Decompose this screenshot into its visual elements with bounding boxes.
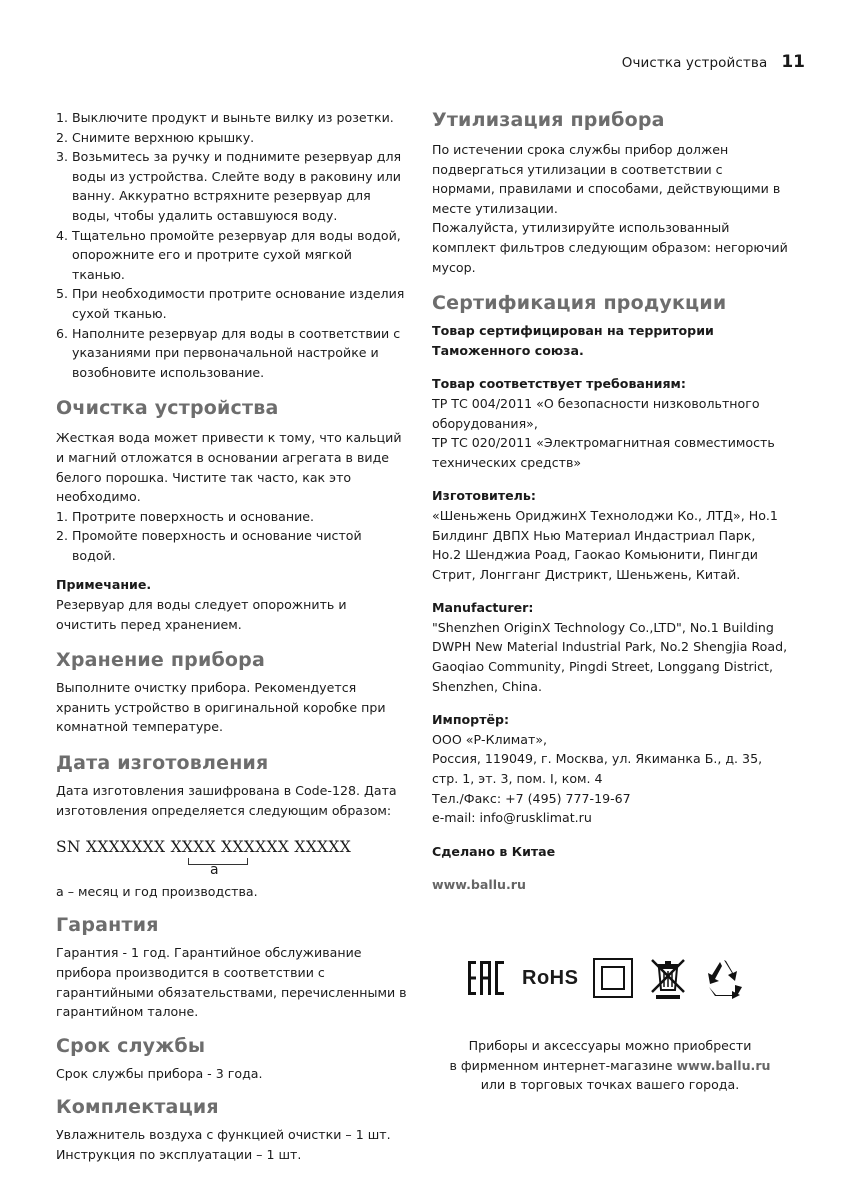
serial-number-format xyxy=(56,838,408,879)
list-item: 2. Снимите верхнюю крышку. xyxy=(56,129,255,145)
section-title-warranty: Гарантия xyxy=(56,914,159,937)
importer-line: ООО «Р-Климат», xyxy=(432,731,548,747)
manufacturer-title: Manufacturer: xyxy=(432,600,534,616)
list-item: 1. Протрите поверхность и основание. xyxy=(56,508,315,524)
cleaning-steps-list xyxy=(56,108,408,382)
rohs-label: RoHS xyxy=(522,966,579,989)
disposal-text: По истечении срока службы прибор должен подвергаться утилизации в соответствии с нормами, правилами и способами, действующими в месте утилизации. xyxy=(432,142,781,216)
note-title: Примечание. xyxy=(56,577,152,593)
purchase-note-line xyxy=(432,1056,788,1076)
list-item: 1. Выключите продукт и выньте вилку из розетки. xyxy=(56,110,394,125)
warranty-text: Гарантия - 1 год. Гарантийное обслуживание прибора производится в соответствии с гарантийными обязательствами, перечисленными в гарантийном талоне. xyxy=(56,945,407,1020)
recycle-icon xyxy=(702,957,746,999)
serial-marker: a xyxy=(210,862,219,879)
importer-line: Россия, 119049, г. Москва, ул. Якиманка Б., д. 35, стр. 1, эт. 3, пом. I, ком. 4 xyxy=(432,751,763,787)
section-title-manufacture-date: Дата изготовления xyxy=(56,752,269,775)
manufacture-date-text: Дата изготовления зашифрована в Code-128. Дата изготовления определяется следующим образом: xyxy=(56,783,397,818)
package-item: Инструкция по эксплуатации – 1 шт. xyxy=(56,1146,302,1162)
list-item: 3. Возьмитесь за ручку и поднимите резервуар для воды из устройства. Слейте воду в раковину или ванну. Аккуратно встряхните резервуар для воды, чтобы удалить оставшуюся воду. xyxy=(56,149,402,223)
list-item: 6. Наполните резервуар для воды в соответствии с указаниями при первоначальной настройке и возобновите использование. xyxy=(56,325,401,380)
section-title-package: Комплектация xyxy=(56,1096,219,1119)
serial-number: SN XXXXXXX XXXX XXXXXX XXXXX xyxy=(56,838,352,857)
section-title-certification: Сертификация продукции xyxy=(432,292,727,315)
disposal-filter-text: Пожалуйста, утилизируйте использованный комплект фильтров следующим образом: негорючий мусор. xyxy=(432,220,788,275)
purchase-note-line: Приборы и аксессуары можно приобрести xyxy=(468,1038,752,1053)
complies-regulation: ТР ТС 004/2011 «О безопасности низковольтного оборудования», xyxy=(432,395,760,431)
header-section-title: Очистка устройства xyxy=(621,55,768,71)
right-column xyxy=(432,108,788,895)
website-link[interactable]: www.ballu.ru xyxy=(432,877,526,893)
device-cleaning-steps xyxy=(56,507,408,566)
importer-line: e-mail: info@rusklimat.ru xyxy=(432,810,592,826)
purchase-note xyxy=(432,1036,788,1095)
list-item: 5. При необходимости протрите основание изделия сухой тканью. xyxy=(56,286,405,321)
purchase-note-text: в фирменном интернет-магазине xyxy=(449,1057,677,1073)
purchase-note-line: или в торговых точках вашего города. xyxy=(480,1077,740,1093)
double-insulation-icon xyxy=(592,957,634,999)
store-link[interactable]: www.ballu.ru xyxy=(676,1057,771,1073)
maker-text: «Шеньжень ОриджинХ Технолоджи Ко., ЛТД», Но.1 Билдинг ДВПХ Нью Материал Индастриал Парк, Но.2 Шенджиа Роад, Гаокао Комьюнити, Пингди Стрит, Лонгганг Дистрикт, Шеньжень, Китай. xyxy=(432,507,778,582)
page-number: 11 xyxy=(781,52,805,72)
storage-text: Выполните очистку прибора. Рекомендуется хранить устройство в оригинальной коробке при комнатной температуре. xyxy=(56,680,386,735)
maker-title: Изготовитель: xyxy=(432,488,536,504)
importer-line: Тел./Факс: +7 (495) 777-19-67 xyxy=(432,790,631,806)
section-title-storage: Хранение прибора xyxy=(56,649,266,672)
eac-icon xyxy=(466,958,508,998)
section-title-disposal: Утилизация прибора xyxy=(432,109,665,131)
section-title-device-cleaning: Очистка устройства xyxy=(56,397,279,420)
list-item: 2. Промойте поверхность и основание чистой водой. xyxy=(56,528,362,563)
certification-logos xyxy=(466,954,780,1002)
complies-title: Товар соответствует требованиям: xyxy=(432,376,686,392)
manufacturer-text: "Shenzhen OriginX Technology Co.,LTD", No.1 Building DWPH New Material Industrial Park, No.2 Shengjia Road, Gaoqiao Community, Pingdi Street, Longgang District, Shenzhen, China. xyxy=(432,619,788,694)
package-item: Увлажнитель воздуха с функцией очистки – 1 шт. xyxy=(56,1127,391,1143)
page-header xyxy=(622,52,805,76)
device-cleaning-text: Жесткая вода может привести к тому, что кальций и магний отложатся в основании агрегата в виде белого порошка. Чистите так часто, как это необходимо. xyxy=(56,430,402,505)
crossed-bin-icon xyxy=(648,956,688,1000)
manufacture-date-legend: а – месяц и год производства. xyxy=(56,883,258,899)
section-title-service-life: Срок службы xyxy=(56,1034,206,1057)
service-life-text: Срок службы прибора - 3 года. xyxy=(56,1065,263,1081)
list-item: 4. Тщательно промойте резервуар для воды водой, опорожните его и протрите сухой мягкой тканью. xyxy=(56,227,401,282)
certified-statement: Товар сертифицирован на территории Таможенного союза. xyxy=(432,323,714,358)
complies-regulation: ТР ТС 020/2011 «Электромагнитная совместимость технических средств» xyxy=(432,435,775,470)
note-text: Резервуар для воды следует опорожнить и очистить перед хранением. xyxy=(56,597,347,632)
left-column xyxy=(56,108,408,1165)
rohs-icon xyxy=(522,967,578,990)
importer-title: Импортёр: xyxy=(432,712,510,728)
made-in: Сделано в Китае xyxy=(432,843,556,859)
